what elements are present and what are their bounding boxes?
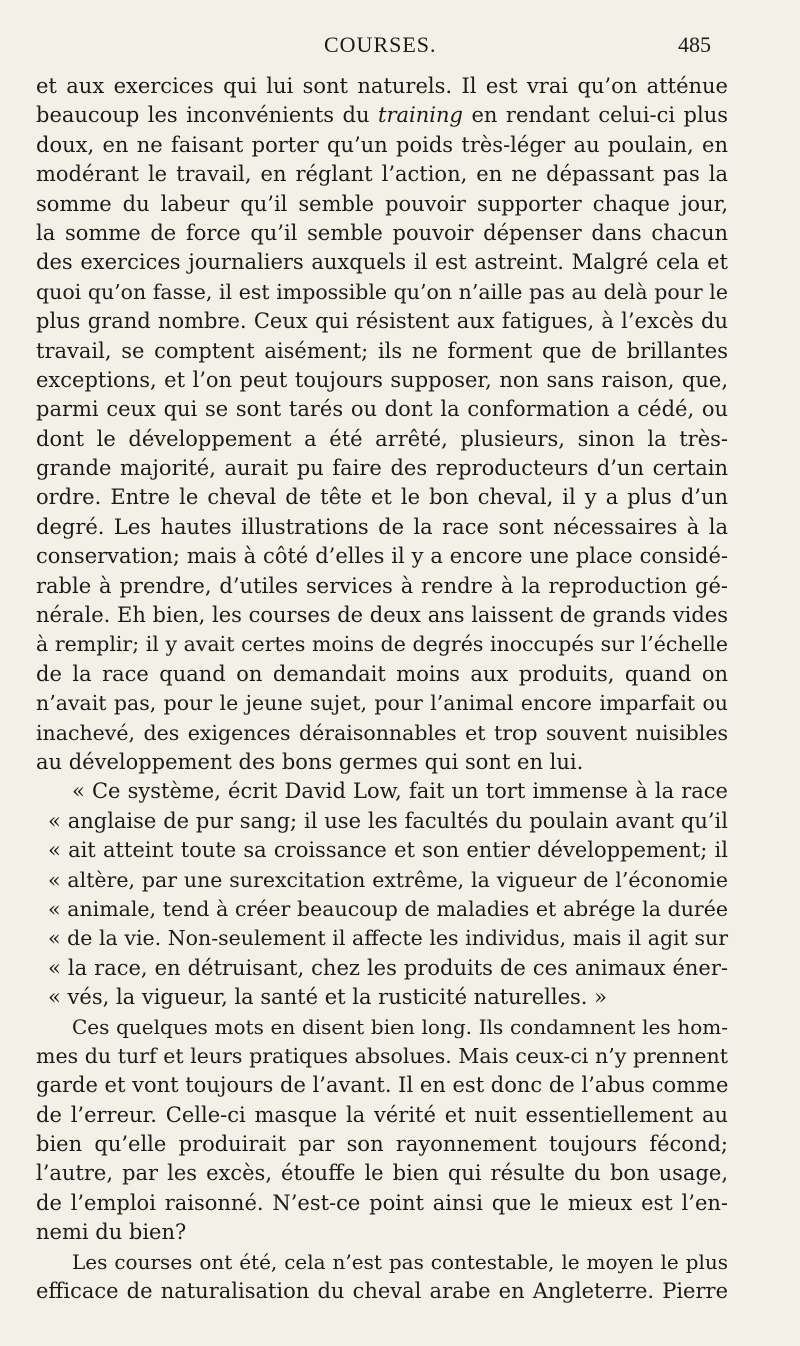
text-line: de l’erreur. Celle-ci masque la vérité et nuit essentiellement au <box>36 1102 728 1127</box>
text-line: nemi du bien? <box>36 1220 187 1245</box>
text-line: « vés, la vigueur, la santé et la rusticité naturelles. » <box>48 985 607 1010</box>
text-line: de l’emploi raisonné. N’est-ce point ainsi que le mieux est l’en- <box>36 1190 728 1215</box>
text-line: conservation; mais à côté d’elles il y a encore une place considé- <box>36 544 728 569</box>
page-number: 485 <box>678 32 711 57</box>
text-line: mes du turf et leurs pratiques absolues. Mais ceux-ci n’y prennent <box>36 1043 728 1068</box>
text-line: des exercices journaliers auxquels il est astreint. Malgré cela et <box>36 250 728 275</box>
text-line: Ces quelques mots en disent bien long. Ils condamnent les hom- <box>72 1014 728 1039</box>
text-line: Les courses ont été, cela n’est pas contestable, le moyen le plus <box>72 1249 728 1274</box>
text-line: et aux exercices qui lui sont naturels. Il est vrai qu’on atténue <box>36 74 728 98</box>
text-line: doux, en ne faisant porter qu’un poids très-léger au poulain, en <box>36 132 728 157</box>
text-line: garde et vont toujours de l’avant. Il en est donc de l’abus comme <box>36 1073 729 1098</box>
text-line: l’autre, par les excès, étouffe le bien qui résulte du bon usage, <box>36 1161 728 1186</box>
running-title: COURSES. <box>324 32 437 57</box>
text-line: au développement des bons germes qui sont en lui. <box>36 749 584 774</box>
text-line: la somme de force qu’il semble pouvoir dépenser dans chacun <box>36 220 728 245</box>
text-line: bien qu’elle produirait par son rayonnement toujours fécond; <box>36 1132 728 1157</box>
text-line: « Ce système, écrit David Low, fait un tort immense à la race <box>72 779 728 804</box>
text-line: efficace de naturalisation du cheval arabe en Angleterre. Pierre <box>36 1279 728 1304</box>
running-head <box>0 30 800 60</box>
text-line <box>36 101 728 130</box>
text-line: « altère, par une surexcitation extrême, la vigueur de l’économie <box>48 867 728 892</box>
text-line: grande majorité, aurait pu faire des reproducteurs d’un certain <box>36 456 728 481</box>
text-line: de la race quand on demandait moins aux produits, quand on <box>36 661 728 686</box>
text-line: degré. Les hautes illustrations de la race sont nécessaires à la <box>36 514 728 539</box>
text-segment: beaucoup les inconvénients du <box>36 103 379 128</box>
text-line: nérale. Eh bien, les courses de deux ans laissent de grands vides <box>36 603 728 628</box>
text-line: rable à prendre, d’utiles services à rendre à la reproduction gé- <box>36 573 728 598</box>
text-line: inachevé, des exigences déraisonnables et trop souvent nuisibles <box>36 720 728 745</box>
text-line: n’avait pas, pour le jeune sujet, pour l’animal encore imparfait ou <box>36 691 728 716</box>
body-text <box>36 72 728 1306</box>
text-line: « la race, en détruisant, chez les produits de ces animaux éner- <box>48 955 728 980</box>
text-line: ordre. Entre le cheval de tête et le bon cheval, il y a plus d’un <box>36 485 728 510</box>
text-line: « ait atteint toute sa croissance et son entier développement; il <box>48 838 728 863</box>
text-line: « de la vie. Non-seulement il affecte les individus, mais il agit sur <box>48 926 728 951</box>
italic-term: training <box>378 103 463 128</box>
text-line: plus grand nombre. Ceux qui résistent aux fatigues, à l’excès du <box>36 309 728 334</box>
text-line: « animale, tend à créer beaucoup de maladies et abrége la durée <box>48 896 728 921</box>
text-line: quoi qu’on fasse, il est impossible qu’on n’aille pas au delà pour le <box>36 279 728 304</box>
text-segment: en rendant celui-ci plus <box>462 103 728 128</box>
text-line: exceptions, et l’on peut toujours supposer, non sans raison, que, <box>36 367 728 392</box>
text-line: travail, se comptent aisément; ils ne forment que de brillantes <box>36 338 728 363</box>
text-line: à remplir; il y avait certes moins de degrés inoccupés sur l’échelle <box>36 632 728 657</box>
text-line: parmi ceux qui se sont tarés ou dont la conformation a cédé, ou <box>36 397 728 422</box>
text-line: somme du labeur qu’il semble pouvoir supporter chaque jour, <box>36 191 728 216</box>
text-line: modérant le travail, en réglant l’action, en ne dépassant pas la <box>36 162 728 187</box>
text-line: dont le développement a été arrêté, plusieurs, sinon la très- <box>36 426 728 451</box>
text-line: « anglaise de pur sang; il use les facultés du poulain avant qu’il <box>48 808 728 833</box>
